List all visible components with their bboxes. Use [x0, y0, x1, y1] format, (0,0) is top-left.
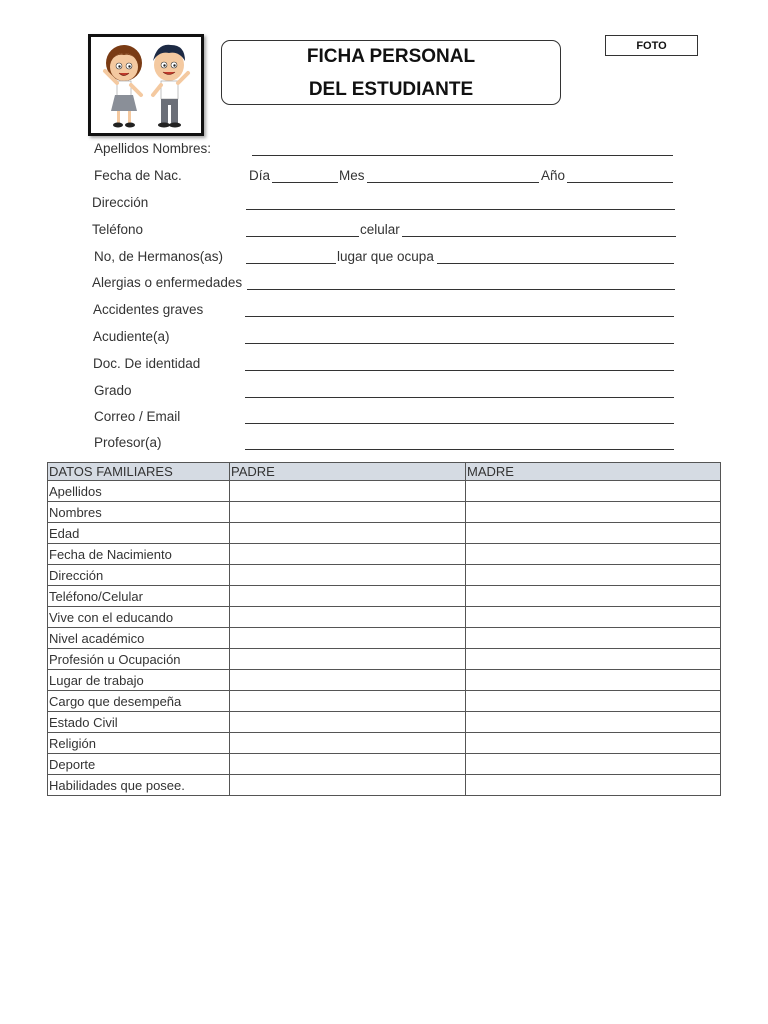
telefono-field[interactable] — [246, 236, 359, 237]
hermanos-label: No, de Hermanos(as) — [94, 249, 224, 264]
row-label: Vive con el educando — [48, 607, 230, 628]
mes-label: Mes — [339, 168, 365, 183]
row-label: Cargo que desempeña — [48, 691, 230, 712]
table-row — [48, 691, 721, 712]
row-label: Religión — [48, 733, 230, 754]
row-label: Habilidades que posee. — [48, 775, 230, 796]
padre-cell[interactable] — [230, 754, 466, 775]
padre-cell[interactable] — [230, 523, 466, 544]
profesor-field[interactable] — [245, 449, 674, 450]
madre-cell[interactable] — [466, 712, 721, 733]
padre-cell[interactable] — [230, 628, 466, 649]
table-row — [48, 607, 721, 628]
table-row — [48, 670, 721, 691]
padre-cell[interactable] — [230, 712, 466, 733]
correo-field[interactable] — [245, 423, 674, 424]
padre-cell[interactable] — [230, 481, 466, 502]
anio-label: Año — [541, 168, 566, 183]
celular-field[interactable] — [402, 236, 676, 237]
madre-cell[interactable] — [466, 502, 721, 523]
dia-label: Día — [249, 168, 271, 183]
row-label: Lugar de trabajo — [48, 670, 230, 691]
madre-cell[interactable] — [466, 754, 721, 775]
row-label: Teléfono/Celular — [48, 586, 230, 607]
alergias-field[interactable] — [247, 289, 675, 290]
madre-cell[interactable] — [466, 481, 721, 502]
madre-cell[interactable] — [466, 691, 721, 712]
dia-field[interactable] — [272, 182, 338, 183]
row-label: Fecha de Nacimiento — [48, 544, 230, 565]
grado-field[interactable] — [245, 397, 674, 398]
padre-cell[interactable] — [230, 565, 466, 586]
profesor-label: Profesor(a) — [94, 435, 162, 450]
doc-identidad-label: Doc. De identidad — [93, 356, 201, 371]
table-row — [48, 544, 721, 565]
madre-cell[interactable] — [466, 649, 721, 670]
row-label: Dirección — [48, 565, 230, 586]
padre-cell[interactable] — [230, 775, 466, 796]
telefono-label: Teléfono — [92, 222, 144, 237]
madre-cell[interactable] — [466, 670, 721, 691]
padre-cell[interactable] — [230, 691, 466, 712]
accidentes-label: Accidentes graves — [93, 302, 204, 317]
table-row — [48, 754, 721, 775]
padre-cell[interactable] — [230, 649, 466, 670]
grado-label: Grado — [94, 383, 132, 398]
padre-cell[interactable] — [230, 670, 466, 691]
padre-cell[interactable] — [230, 586, 466, 607]
madre-cell[interactable] — [466, 775, 721, 796]
row-label: Profesión u Ocupación — [48, 649, 230, 670]
celular-label: celular — [360, 222, 400, 237]
apellidos-nombres-field[interactable] — [252, 155, 673, 156]
students-logo — [88, 34, 204, 136]
table-row — [48, 712, 721, 733]
doc-identidad-field[interactable] — [245, 370, 674, 371]
direccion-label: Dirección — [92, 195, 149, 210]
padre-cell[interactable] — [230, 544, 466, 565]
correo-label: Correo / Email — [94, 409, 181, 424]
table-row — [48, 565, 721, 586]
row-label: Deporte — [48, 754, 230, 775]
title-line-1: FICHA PERSONAL — [306, 45, 476, 67]
row-label: Edad — [48, 523, 230, 544]
acudiente-label: Acudiente(a) — [93, 329, 170, 344]
madre-cell[interactable] — [466, 544, 721, 565]
title-box — [221, 40, 561, 105]
header-datos-familiares: DATOS FAMILIARES — [48, 463, 230, 481]
acudiente-field[interactable] — [245, 343, 674, 344]
madre-cell[interactable] — [466, 523, 721, 544]
table-row — [48, 586, 721, 607]
table-row — [48, 649, 721, 670]
header-madre: MADRE — [466, 463, 721, 481]
table-row — [48, 481, 721, 502]
table-row — [48, 733, 721, 754]
lugar-ocupa-field[interactable] — [437, 263, 674, 264]
students-illustration-icon — [91, 37, 201, 133]
madre-cell[interactable] — [466, 607, 721, 628]
header-padre: PADRE — [230, 463, 466, 481]
padre-cell[interactable] — [230, 733, 466, 754]
title-line-2: DEL ESTUDIANTE — [308, 78, 474, 100]
padre-cell[interactable] — [230, 502, 466, 523]
row-label: Apellidos — [48, 481, 230, 502]
table-row — [48, 523, 721, 544]
table-row — [48, 502, 721, 523]
photo-box — [605, 35, 698, 56]
row-label: Nivel académico — [48, 628, 230, 649]
table-header-row — [48, 463, 721, 481]
photo-label: FOTO — [636, 39, 667, 52]
table-row — [48, 775, 721, 796]
hermanos-field[interactable] — [246, 263, 336, 264]
madre-cell[interactable] — [466, 565, 721, 586]
madre-cell[interactable] — [466, 628, 721, 649]
row-label: Nombres — [48, 502, 230, 523]
mes-field[interactable] — [367, 182, 539, 183]
apellidos-nombres-label: Apellidos Nombres: — [94, 141, 212, 156]
madre-cell[interactable] — [466, 586, 721, 607]
alergias-label: Alergias o enfermedades — [92, 275, 243, 290]
row-label: Estado Civil — [48, 712, 230, 733]
accidentes-field[interactable] — [245, 316, 674, 317]
lugar-ocupa-label: lugar que ocupa — [337, 249, 434, 264]
family-data-table — [47, 462, 721, 796]
table-row — [48, 628, 721, 649]
padre-cell[interactable] — [230, 607, 466, 628]
fecha-nac-label: Fecha de Nac. — [94, 168, 182, 183]
anio-field[interactable] — [567, 182, 673, 183]
madre-cell[interactable] — [466, 733, 721, 754]
direccion-field[interactable] — [246, 209, 675, 210]
